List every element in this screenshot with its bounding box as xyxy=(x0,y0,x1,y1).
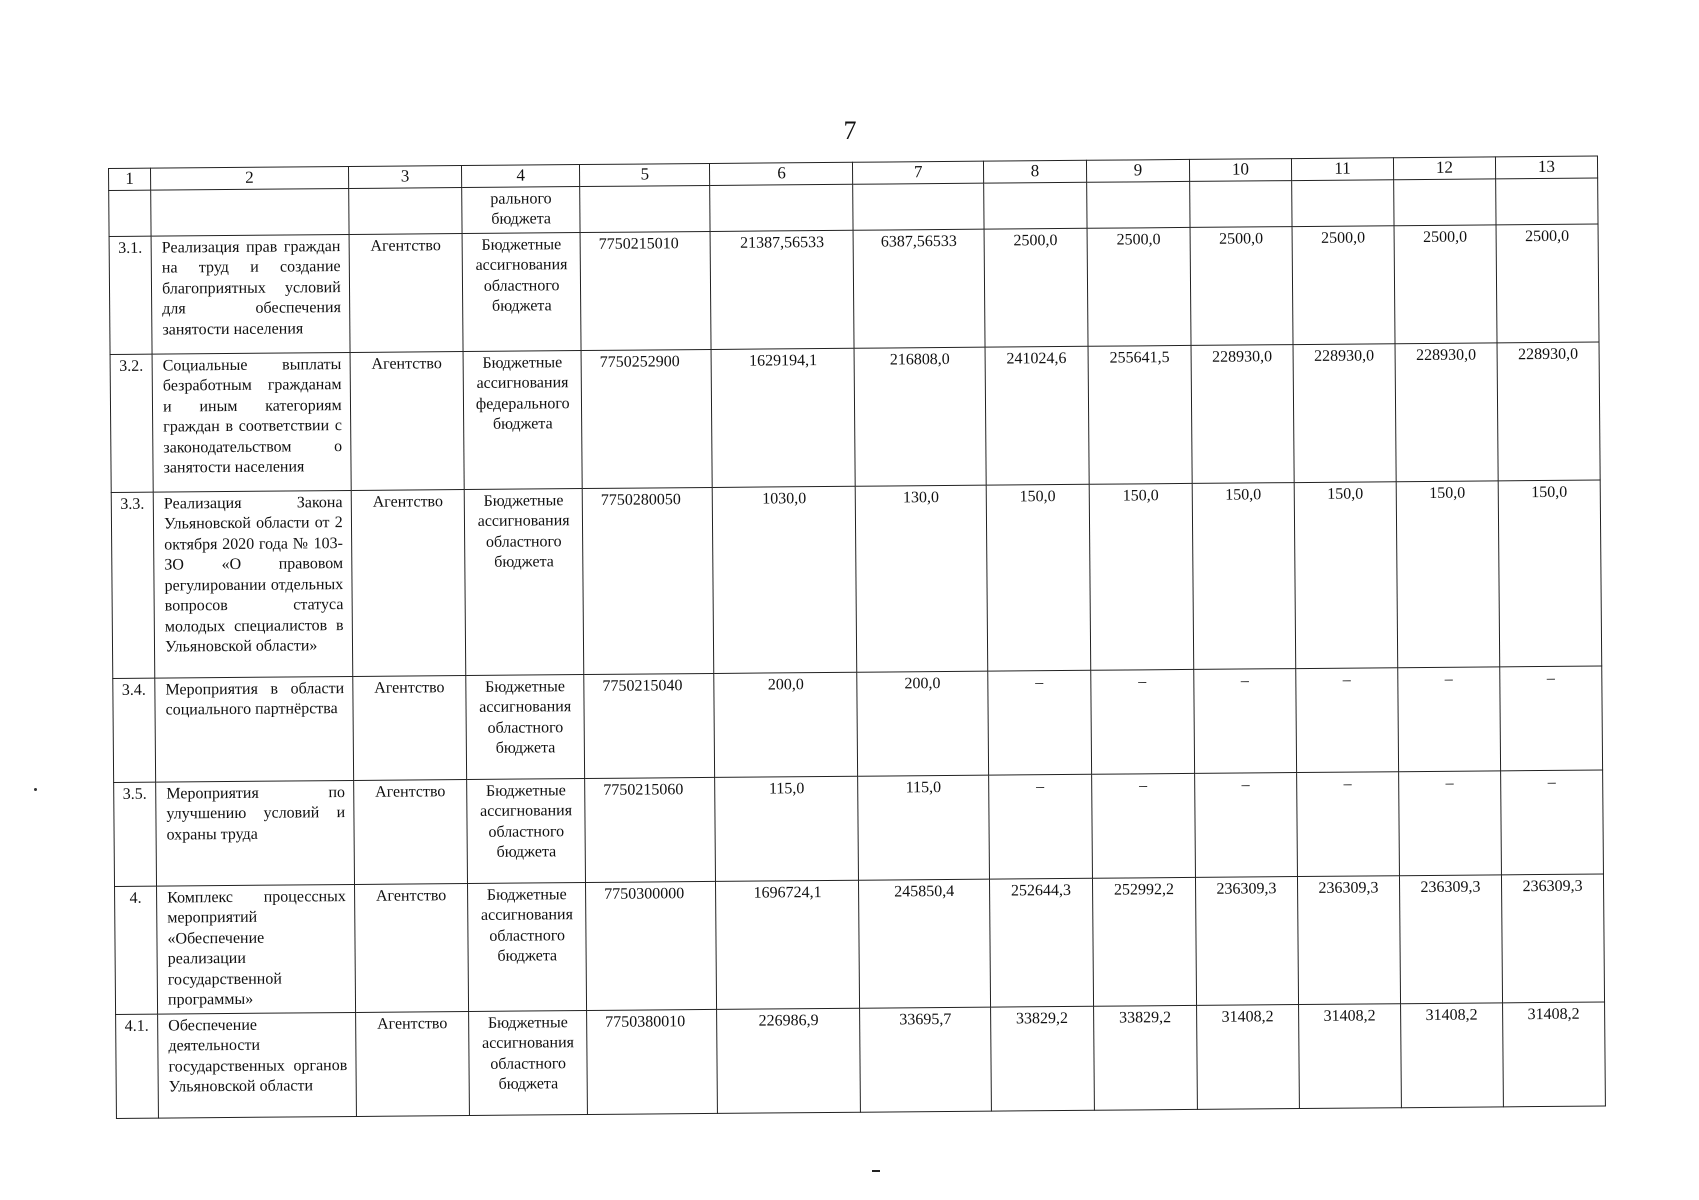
value-cell: – xyxy=(1501,770,1604,875)
value-cell: 255641,5 xyxy=(1088,345,1192,484)
table-row xyxy=(114,770,1604,886)
executor-cell: Агентство xyxy=(354,883,469,1012)
table-row xyxy=(109,224,1599,354)
value-cell: 216808,0 xyxy=(854,347,986,486)
budget-code-cell: 7750215060 xyxy=(585,777,716,882)
executor-cell: Агентство xyxy=(353,779,467,884)
row-number: 3.1. xyxy=(109,236,152,354)
value-cell: 200,0 xyxy=(714,672,858,777)
column-header: 9 xyxy=(1086,159,1189,181)
column-header: 2 xyxy=(151,166,349,189)
value-cell: – xyxy=(1194,668,1297,773)
value-cell: – xyxy=(1091,669,1195,774)
value-cell: 2500,0 xyxy=(1087,227,1191,346)
value-cell: 31408,2 xyxy=(1298,1003,1401,1108)
funding-source-cell: рального бюджета xyxy=(462,186,580,233)
value-cell: 1030,0 xyxy=(713,486,858,673)
column-header: 8 xyxy=(983,160,1086,182)
funding-source-cell: Бюджетные ассигнования областного бюджета xyxy=(467,778,586,883)
value-cell: 228930,0 xyxy=(1293,343,1396,482)
column-header: 12 xyxy=(1393,157,1495,179)
value-cell: – xyxy=(988,670,1092,775)
row-number: 4. xyxy=(115,886,158,1014)
value-cell: 6387,56533 xyxy=(853,229,984,348)
funding-source-cell: Бюджетные ассигнования областного бюджета xyxy=(462,232,581,351)
value-cell: 245850,4 xyxy=(859,879,990,1008)
budget-code-cell: 7750300000 xyxy=(586,881,717,1010)
value-cell: 2500,0 xyxy=(984,228,1088,347)
column-header: 10 xyxy=(1189,159,1291,181)
value-cell: – xyxy=(1297,771,1400,876)
value-cell: 150,0 xyxy=(1396,480,1500,667)
value-cell: 150,0 xyxy=(1089,483,1194,670)
measure-name: Комплекс процессных мероприятий «Обеспечение реализации государственной программы» xyxy=(157,884,356,1014)
value-cell: – xyxy=(988,774,1092,879)
budget-table xyxy=(108,156,1606,1119)
value-cell: – xyxy=(1399,770,1502,875)
value-cell: 150,0 xyxy=(1192,482,1296,669)
measure-name: Обеспечение деятельности государственных органов Ульяновской области xyxy=(158,1012,357,1118)
budget-table-sheet xyxy=(108,156,1606,1119)
funding-source-cell: Бюджетные ассигнования областного бюджета xyxy=(469,1010,588,1115)
executor-cell: Агентство xyxy=(349,233,464,352)
column-header: 7 xyxy=(853,161,984,184)
value-cell: – xyxy=(1195,772,1298,877)
value-cell: 150,0 xyxy=(1498,480,1602,667)
value-cell: 33829,2 xyxy=(990,1006,1094,1111)
funding-source-cell: Бюджетные ассигнования областного бюджета xyxy=(468,882,587,1011)
value-cell: 236309,3 xyxy=(1501,873,1604,1002)
value-cell: 1629194,1 xyxy=(711,348,855,487)
value-cell: 115,0 xyxy=(858,775,989,880)
row-number: 3.4. xyxy=(113,678,156,782)
table-row xyxy=(111,480,1602,678)
table-row xyxy=(115,873,1605,1013)
column-header: 6 xyxy=(710,162,853,185)
scan-speck xyxy=(34,788,37,791)
value-cell: 2500,0 xyxy=(1292,225,1395,344)
budget-code-cell: 7750215040 xyxy=(584,673,715,778)
value-cell: 236309,3 xyxy=(1195,876,1298,1005)
budget-code-cell: 7750215010 xyxy=(580,231,711,350)
value-cell: – xyxy=(1092,773,1196,878)
column-header: 3 xyxy=(348,166,462,188)
budget-code-cell: 7750380010 xyxy=(587,1009,718,1114)
value-cell: 236309,3 xyxy=(1297,875,1400,1004)
table-row xyxy=(110,342,1600,492)
value-cell: 252644,3 xyxy=(989,878,1093,1007)
value-cell: 228930,0 xyxy=(1191,344,1294,483)
funding-source-cell: Бюджетные ассигнования федерального бюджета xyxy=(463,350,582,489)
row-number: 3.2. xyxy=(110,354,153,492)
value-cell: 226986,9 xyxy=(717,1008,861,1113)
measure-name: Реализация прав граждан на труд и создание благоприятных условий для обеспечения занятости населения xyxy=(151,234,350,354)
value-cell: 31408,2 xyxy=(1502,1001,1605,1106)
measure-name: Социальные выплаты безработным гражданам и иным категориям граждан в соответствии с законодательством о занятости населения xyxy=(152,352,351,492)
executor-cell: Агентство xyxy=(350,351,465,490)
value-cell: 241024,6 xyxy=(985,346,1089,485)
measure-name: Мероприятия по улучшению условий и охраны труда xyxy=(156,780,355,886)
funding-source-cell: Бюджетные ассигнования областного бюджета xyxy=(464,488,583,675)
value-cell: 21387,56533 xyxy=(711,230,855,349)
value-cell: 228930,0 xyxy=(1497,342,1600,481)
value-cell: 236309,3 xyxy=(1399,874,1502,1003)
table-row xyxy=(116,1001,1606,1117)
column-header: 11 xyxy=(1291,158,1393,180)
value-cell: – xyxy=(1500,666,1603,771)
value-cell: 252992,2 xyxy=(1092,877,1196,1006)
value-cell: 1696724,1 xyxy=(716,880,860,1009)
value-cell: – xyxy=(1398,666,1501,771)
column-header: 13 xyxy=(1495,156,1597,178)
row-number: 4.1. xyxy=(116,1014,159,1118)
value-cell: 2500,0 xyxy=(1496,224,1599,343)
executor-cell: Агентство xyxy=(352,675,466,780)
value-cell: 150,0 xyxy=(1294,481,1398,668)
measure-name: Мероприятия в области социального партнёрства xyxy=(155,676,354,782)
value-cell: 115,0 xyxy=(715,776,859,881)
row-number: 3.5. xyxy=(114,782,157,886)
budget-code-cell: 7750280050 xyxy=(582,487,714,674)
value-cell: 33695,7 xyxy=(860,1007,991,1112)
value-cell: 33829,2 xyxy=(1093,1005,1197,1110)
funding-source-cell: Бюджетные ассигнования областного бюджета xyxy=(466,674,585,779)
value-cell: 200,0 xyxy=(857,671,988,776)
budget-code-cell: 7750252900 xyxy=(581,349,713,488)
value-cell: 130,0 xyxy=(856,485,988,672)
measure-name: Реализация Закона Ульяновской области от 2 октября 2020 года № 103-ЗО «О правовом регулировании отдельных вопросов статуса молодых специалистов в Ульяновской области» xyxy=(153,490,352,678)
table-row xyxy=(113,666,1603,782)
value-cell: 31408,2 xyxy=(1196,1004,1299,1109)
executor-cell: Агентство xyxy=(355,1011,469,1116)
footer-dash xyxy=(872,1170,880,1172)
value-cell: 150,0 xyxy=(986,484,1091,671)
executor-cell: Агентство xyxy=(351,489,466,676)
value-cell: 228930,0 xyxy=(1395,342,1498,481)
column-header: 4 xyxy=(462,165,580,187)
value-cell: 31408,2 xyxy=(1400,1002,1503,1107)
value-cell: 2500,0 xyxy=(1190,226,1293,345)
column-header: 5 xyxy=(580,163,711,186)
value-cell: – xyxy=(1296,667,1399,772)
value-cell: 2500,0 xyxy=(1394,224,1497,343)
column-header: 1 xyxy=(109,168,151,190)
row-number: 3.3. xyxy=(111,492,155,678)
page-number: 7 xyxy=(843,116,857,145)
